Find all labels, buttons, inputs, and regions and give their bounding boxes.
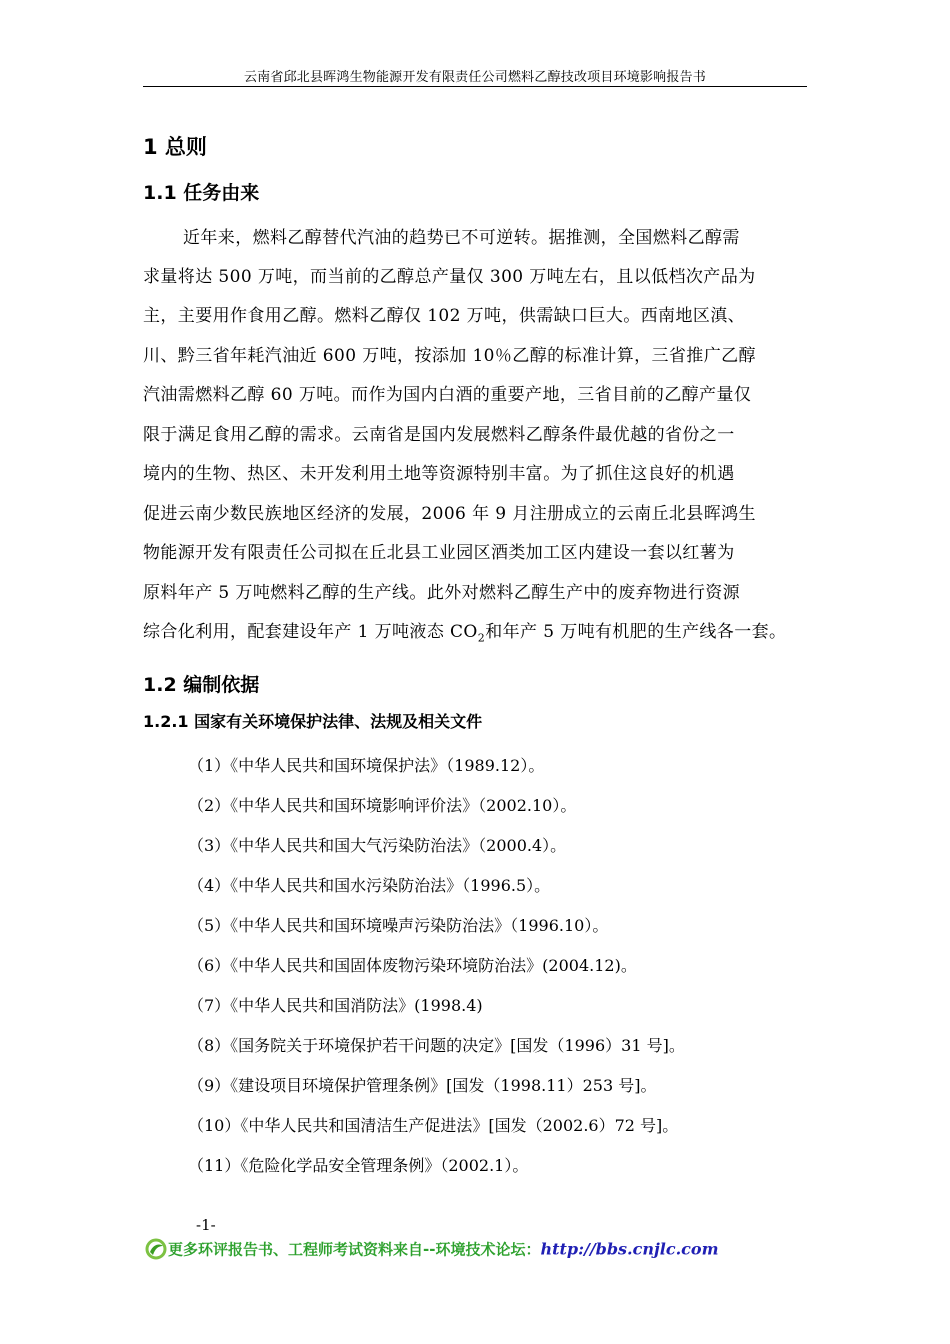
paragraph-line: 求量将达 500 万吨，而当前的乙醇总产量仅 300 万吨左右，且以低档次产品为 [143,267,756,287]
list-item: （6）《中华人民共和国固体废物污染环境防治法》(2004.12)。 [188,956,637,975]
leaf-swirl-logo-icon [145,1238,167,1260]
list-item: （7）《中华人民共和国消防法》(1998.4) [188,996,483,1015]
paragraph-line: 川、黔三省年耗汽油近 600 万吨，按添加 10％乙醇的标准计算，三省推广乙醇 [143,346,756,366]
list-item: （5）《中华人民共和国环境噪声污染防治法》（1996.10）。 [188,916,609,935]
footer-promo-text: 更多环评报告书、工程师考试资料来自--环境技术论坛： [168,1240,541,1259]
list-item: （10）《中华人民共和国清洁生产促进法》[国发（2002.6）72 号]。 [188,1116,679,1135]
paragraph-line: 近年来，燃料乙醇替代汽油的趋势已不可逆转。据推测，全国燃料乙醇需 [183,228,740,248]
paragraph-text: 综合化利用，配套建设年产 1 万吨液态 CO [143,622,478,642]
list-item: （3）《中华人民共和国大气污染防治法》（2000.4）。 [188,836,567,855]
section-heading-1-1: 1.1 任务由来 [143,182,260,204]
paragraph-line: 汽油需燃料乙醇 60 万吨。而作为国内白酒的重要产地，三省目前的乙醇产量仅 [143,385,752,405]
footer-promo[interactable] [145,1238,719,1260]
paragraph-line: 物能源开发有限责任公司拟在丘北县工业园区酒类加工区内建设一套以红薯为 [143,543,735,563]
running-header: 云南省邱北县晖鸿生物能源开发有限责任公司燃料乙醇技改项目环境影响报告书 [243,70,706,85]
list-item: （9）《建设项目环境保护管理条例》[国发（1998.11）253 号]。 [188,1076,657,1095]
header-divider [143,86,807,87]
paragraph-line: 原料年产 5 万吨燃料乙醇的生产线。此外对燃料乙醇生产中的废弃物进行资源 [143,583,741,603]
paragraph-line: 境内的生物、热区、未开发利用土地等资源特别丰富。为了抓住这良好的机遇 [143,464,735,484]
list-item: （4）《中华人民共和国水污染防治法》（1996.5）。 [188,876,551,895]
paragraph-line: 促进云南少数民族地区经济的发展，2006 年 9 月注册成立的云南丘北县晖鸿生 [143,504,756,524]
paragraph-text: 和年产 5 万吨有机肥的生产线各一套。 [485,622,787,642]
subscript-text: 2 [477,631,486,645]
chapter-heading: 1 总则 [143,135,207,159]
section-heading-1-2: 1.2 编制依据 [143,674,260,696]
paragraph-line: 主，主要用作食用乙醇。燃料乙醇仅 102 万吨，供需缺口巨大。西南地区滇、 [143,306,746,326]
list-item: （8）《国务院关于环境保护若干问题的决定》[国发（1996）31 号]。 [188,1036,685,1055]
subsection-heading-1-2-1: 1.2.1 国家有关环境保护法律、法规及相关文件 [143,712,483,731]
forum-link[interactable]: http://bbs.cnjlc.com [540,1239,719,1259]
list-item: （1）《中华人民共和国环境保护法》（1989.12）。 [188,756,545,775]
list-item: （11）《危险化学品安全管理条例》（2002.1）。 [188,1156,529,1175]
paragraph-line-last [143,617,786,644]
page-number: -1- [196,1216,216,1234]
list-item: （2）《中华人民共和国环境影响评价法》（2002.10）。 [188,796,577,815]
paragraph-line: 限于满足食用乙醇的需求。云南省是国内发展燃料乙醇条件最优越的省份之一 [143,425,735,445]
